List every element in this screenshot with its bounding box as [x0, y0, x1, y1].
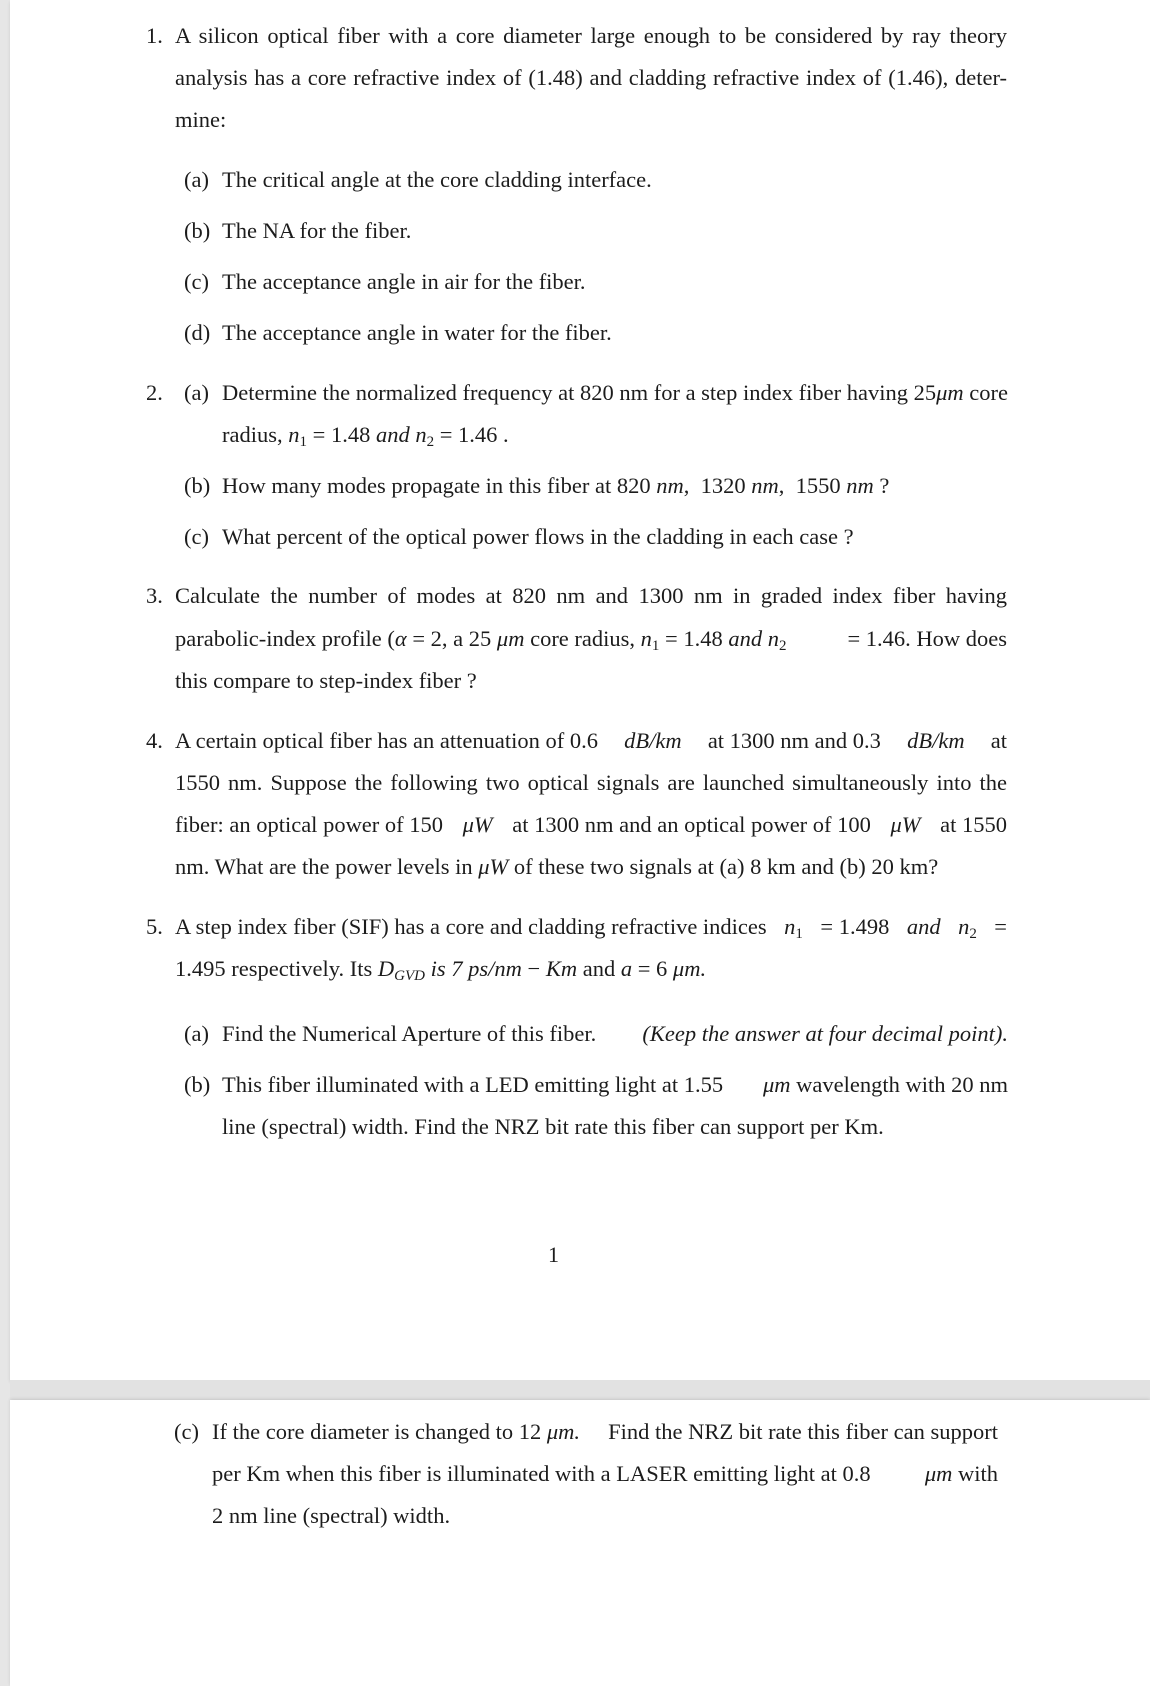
q4-line-3-end: at 1550	[940, 812, 1007, 837]
q2-eq-n1: = 1.48	[312, 422, 371, 447]
q5-is: is	[430, 956, 446, 981]
var-n1: n	[288, 422, 300, 447]
q1-line-2: analysis has a core refractive index of (1.48) and cladding refractive index of (1.46), deter-	[175, 65, 1007, 90]
unit-microwatt-1: μW	[462, 812, 493, 837]
q4-line-1-end: at	[990, 728, 1007, 753]
q2-and: and	[375, 422, 410, 447]
document-page-2	[10, 1400, 1150, 1686]
q2-a-line-1-text: Determine the normalized frequency at 820 nm for a step index fiber having 25	[222, 380, 937, 405]
q5-b-line-1-start: This fiber illuminated with a LED emitting light at 1.55	[222, 1072, 724, 1097]
q5-minus: −	[527, 956, 541, 981]
q3-line-2-start: parabolic-index profile (	[175, 626, 395, 651]
q1-a-label: (a)	[184, 167, 209, 192]
var-n2-subscript: 2	[426, 434, 435, 450]
q4-line-2: 1550 nm. Suppose the following two optical signals are launched simultaneously into the	[175, 770, 1007, 795]
q2-b-text-start: How many modes propagate in this fiber at 820	[222, 473, 651, 498]
q1-c-text: The acceptance angle in air for the fiber.	[222, 269, 586, 294]
unit-nm-3: nm	[846, 473, 874, 498]
unit-micrometer: μm	[936, 380, 964, 405]
q5-c-label: (c)	[174, 1419, 199, 1444]
q1-a-text: The critical angle at the core cladding interface.	[222, 167, 652, 192]
page-number: 1	[548, 1242, 559, 1267]
q5-radius-value: = 6	[637, 956, 668, 981]
q5-b-line-1	[222, 1070, 1008, 1100]
unit-db-km-1: dB/km	[624, 728, 682, 753]
var-n2: n	[767, 626, 779, 651]
q5-c-line-1	[212, 1417, 998, 1447]
var-n1-subscript: 1	[795, 926, 803, 942]
q2-a-label: (a)	[184, 380, 209, 405]
q2-a-line-2-text: radius,	[222, 422, 283, 447]
q1-number: 1.	[146, 23, 163, 48]
q5-dispersion-value: 7	[451, 956, 463, 981]
var-n1: n	[784, 914, 796, 939]
q2-b-1550: 1550	[795, 473, 841, 498]
q5-number: 5.	[146, 914, 163, 939]
q4-line-1	[175, 726, 1007, 756]
unit-micrometer: μm.	[672, 956, 707, 981]
q4-line-3-start: fiber: an optical power of 150	[175, 812, 444, 837]
q4-line-4	[175, 852, 938, 882]
q2-b-label: (b)	[184, 473, 211, 498]
q5-c-line-1-start: If the core diameter is changed to 12	[212, 1419, 542, 1444]
q2-b-question-mark: ?	[879, 473, 890, 498]
q4-line-4-end: of these two signals at (a) 8 km and (b) 20 km?	[513, 854, 939, 879]
var-n2: n	[958, 914, 970, 939]
q1-b-text: The NA for the fiber.	[222, 218, 412, 243]
q4-line-3-mid: at 1300 nm and an optical power of 100	[512, 812, 871, 837]
q3-line-2	[175, 624, 1007, 661]
q5-c-line-2	[212, 1459, 998, 1489]
q1-line-1: A silicon optical fiber with a core diameter large enough to be considered by ray theory	[175, 23, 1007, 48]
q5-and: and	[906, 914, 941, 939]
q3-eq-n2: = 1.46. How does	[847, 626, 1007, 651]
q5-line-1	[175, 912, 1007, 949]
q5-eq-sign: =	[994, 914, 1007, 939]
unit-micrometer: μm.	[546, 1419, 581, 1444]
q1-c-label: (c)	[184, 269, 209, 294]
q5-c-line-3: 2 nm line (spectral) width.	[212, 1503, 451, 1528]
q5-c-line-1-end: Find the NRZ bit rate this fiber can support	[608, 1419, 998, 1444]
q3-and: and	[728, 626, 763, 651]
q5-b-line-1-end: wavelength with 20 nm	[796, 1072, 1008, 1097]
q5-b-line-2: line (spectral) width. Find the NRZ bit rate this fiber can support per Km.	[222, 1114, 884, 1139]
q3-number: 3.	[146, 583, 163, 608]
q3-line-1: Calculate the number of modes at 820 nm and 1300 nm in graded index fiber having	[175, 583, 1007, 608]
q5-a-label: (a)	[184, 1021, 209, 1046]
q2-a-line-1-end: core	[969, 380, 1009, 405]
q1-b-label: (b)	[184, 218, 211, 243]
q4-line-3	[175, 810, 1007, 840]
q5-c-line-2-end: with	[957, 1461, 998, 1486]
q3-eq-n1: = 1.48	[665, 626, 723, 651]
q1-d-text: The acceptance angle in water for the fiber.	[222, 320, 612, 345]
q4-line-4-start: nm. What are the power levels in	[175, 854, 473, 879]
q5-line-1-start: A step index fiber (SIF) has a core and cladding refractive indices	[175, 914, 767, 939]
q2-a-line-2	[222, 420, 509, 457]
unit-ps-nm: ps/nm	[468, 956, 522, 981]
q5-a-note: (Keep the answer at four decimal point).	[642, 1021, 1008, 1046]
q2-b-1320: 1320	[700, 473, 746, 498]
q2-c-text: What percent of the optical power flows in the cladding in each case ?	[222, 524, 854, 549]
q5-a-text	[222, 1019, 1008, 1049]
unit-km: Km	[545, 956, 578, 981]
q5-line-2-start: 1.495 respectively. Its	[175, 956, 373, 981]
unit-micrometer-2: μm	[924, 1461, 953, 1486]
q5-line-2	[175, 954, 706, 991]
var-n1-subscript: 1	[651, 638, 660, 654]
q4-line-1-mid: at 1300 nm and 0.3	[707, 728, 881, 753]
q5-b-label: (b)	[184, 1072, 211, 1097]
var-n2-subscript: 2	[969, 926, 977, 942]
unit-microwatt-3: μW	[478, 854, 509, 879]
q5-a-text-start: Find the Numerical Aperture of this fiber.	[222, 1021, 597, 1046]
page-separator	[10, 1380, 1150, 1400]
q3-line-3: this compare to step-index fiber ?	[175, 668, 477, 693]
var-a: a	[620, 956, 633, 981]
q2-a-line-1	[222, 378, 1008, 408]
unit-db-km-2: dB/km	[907, 728, 965, 753]
var-d-gvd: D	[377, 956, 395, 981]
document-page-1	[10, 0, 1150, 1380]
unit-nm-1: nm	[656, 473, 684, 498]
q2-c-label: (c)	[184, 524, 209, 549]
q4-line-1-start: A certain optical fiber has an attenuation of 0.6	[175, 728, 598, 753]
unit-micrometer: μm	[762, 1072, 791, 1097]
q5-c-line-2-start: per Km when this fiber is illuminated with a LASER emitting light at 0.8	[212, 1461, 871, 1486]
q1-d-label: (d)	[184, 320, 211, 345]
unit-micrometer: μm	[496, 626, 525, 651]
var-d-gvd-subscript: GVD	[394, 968, 425, 984]
q3-core-radius: core radius,	[530, 626, 636, 651]
q1-line-3: mine:	[175, 107, 227, 132]
var-n1-subscript: 1	[299, 434, 307, 450]
unit-microwatt-2: μW	[890, 812, 921, 837]
q5-eq-n1: = 1.498	[820, 914, 890, 939]
q2-b-text: How many modes propagate in this fiber at 820 nm, 1320 nm, 1550 nm ?	[222, 473, 890, 498]
q2-eq-n2: = 1.46 .	[439, 422, 509, 447]
q3-alpha-value: = 2, a 25	[412, 626, 492, 651]
q4-number: 4.	[146, 728, 163, 753]
var-alpha: α	[394, 626, 407, 651]
q2-number: 2.	[146, 380, 163, 405]
var-n1: n	[640, 626, 652, 651]
var-n2: n	[415, 422, 427, 447]
var-n2-subscript: 2	[778, 638, 787, 654]
unit-nm-2: nm	[751, 473, 779, 498]
q5-and-text: and	[582, 956, 616, 981]
